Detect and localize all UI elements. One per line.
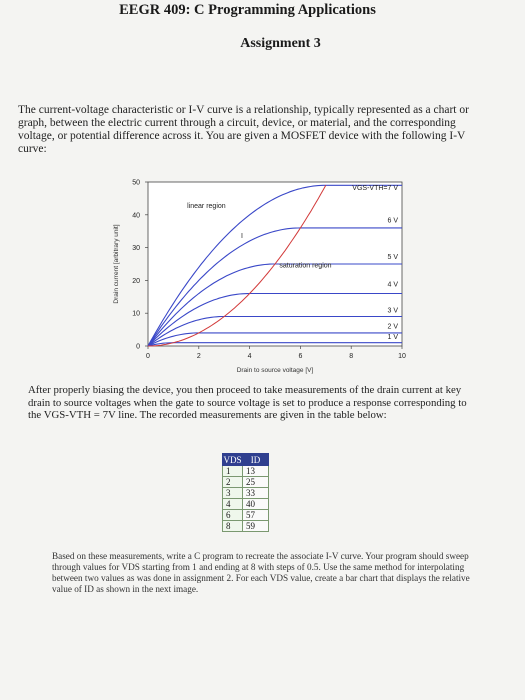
id-cell: 33 — [243, 488, 269, 499]
vds-cell: 3 — [223, 488, 243, 499]
x-tick-label: 4 — [247, 353, 252, 360]
iv-curve-chart — [100, 170, 420, 374]
id-cell: 59 — [243, 521, 269, 532]
measurement-table — [222, 453, 269, 532]
table-header-id: ID — [243, 454, 269, 466]
curve-label-1v: 1 V — [387, 333, 398, 341]
saturation-region-label: saturation region — [279, 262, 332, 270]
x-tick-label: 8 — [349, 353, 354, 360]
x-tick-label: 2 — [196, 353, 201, 360]
y-tick-label: 50 — [132, 179, 140, 187]
curve-label-2v: 2 V — [387, 323, 398, 331]
page-title: EEGR 409: C Programming Applications — [119, 2, 376, 18]
id-cell: 25 — [243, 477, 269, 488]
instructions-paragraph: Based on these measurements, write a C program to recreate the associate I-V curve. Your program should sweep through values for VDS starting from 1 and ending at 8 with steps of 0.5. Use the same method for interpolating between two values as was done in assignment 2. For each VDS value, create a bar chart that displays the relative value of ID as shown in the next image. — [52, 551, 470, 594]
table-header-vds: VDS — [223, 454, 242, 465]
y-axis-label: Drain current [arbitrary unit] — [113, 224, 120, 304]
vds-cell: 6 — [223, 510, 243, 521]
curve-label-6v: 6 V — [387, 217, 398, 225]
intro-paragraph: The current-voltage characteristic or I-V curve is a relationship, typically represented as a chart or graph, between the electric current through a circuit, device, or material, and the corresponding voltage, or potential difference across it. You are given a MOSFET device with the following I-V curve: — [18, 104, 469, 155]
vds-cell: 2 — [223, 477, 243, 488]
assignment-subtitle: Assignment 3 — [240, 36, 321, 51]
table-row — [223, 488, 269, 499]
table-row — [223, 499, 269, 510]
x-tick-label: 6 — [298, 353, 303, 360]
y-tick-label: 30 — [132, 245, 140, 253]
x-tick-label: 10 — [398, 353, 406, 360]
y-tick-label: 40 — [132, 212, 140, 220]
curve-label-4v: 4 V — [387, 281, 398, 289]
y-tick-label: 20 — [132, 277, 140, 285]
linear-region-label: linear region — [187, 203, 226, 211]
vds-cell: 4 — [223, 499, 243, 510]
curve-label-3v: 3 V — [387, 307, 398, 315]
x-axis-label: Drain to source voltage [V] — [236, 367, 314, 374]
id-cell: 40 — [243, 499, 269, 510]
id-cell: 57 — [243, 510, 269, 521]
table-row — [223, 510, 269, 521]
x-tick-label: 0 — [146, 353, 150, 360]
y-tick-label: 0 — [136, 343, 140, 351]
curve-label-5v: 5 V — [387, 253, 398, 261]
id-cell: 13 — [243, 466, 269, 477]
table-row — [223, 466, 269, 477]
table-row — [223, 521, 269, 532]
cursor-annotation: I — [241, 232, 243, 240]
table-header-row — [223, 454, 269, 466]
curve-label-7v: VGS-VTH=7 V — [352, 184, 398, 192]
vds-cell: 1 — [223, 466, 243, 477]
vds-cell: 8 — [223, 521, 243, 532]
measurement-paragraph: After properly biasing the device, you then proceed to take measurements of the drain current at key drain to source voltages when the gate to source voltage is set to produce a response corresponding to the VGS-VTH = 7V line. The recorded measurements are given in the table below: — [28, 384, 467, 421]
iv-curve-svg — [100, 170, 420, 374]
y-tick-label: 10 — [132, 310, 140, 318]
table-row — [223, 477, 269, 488]
